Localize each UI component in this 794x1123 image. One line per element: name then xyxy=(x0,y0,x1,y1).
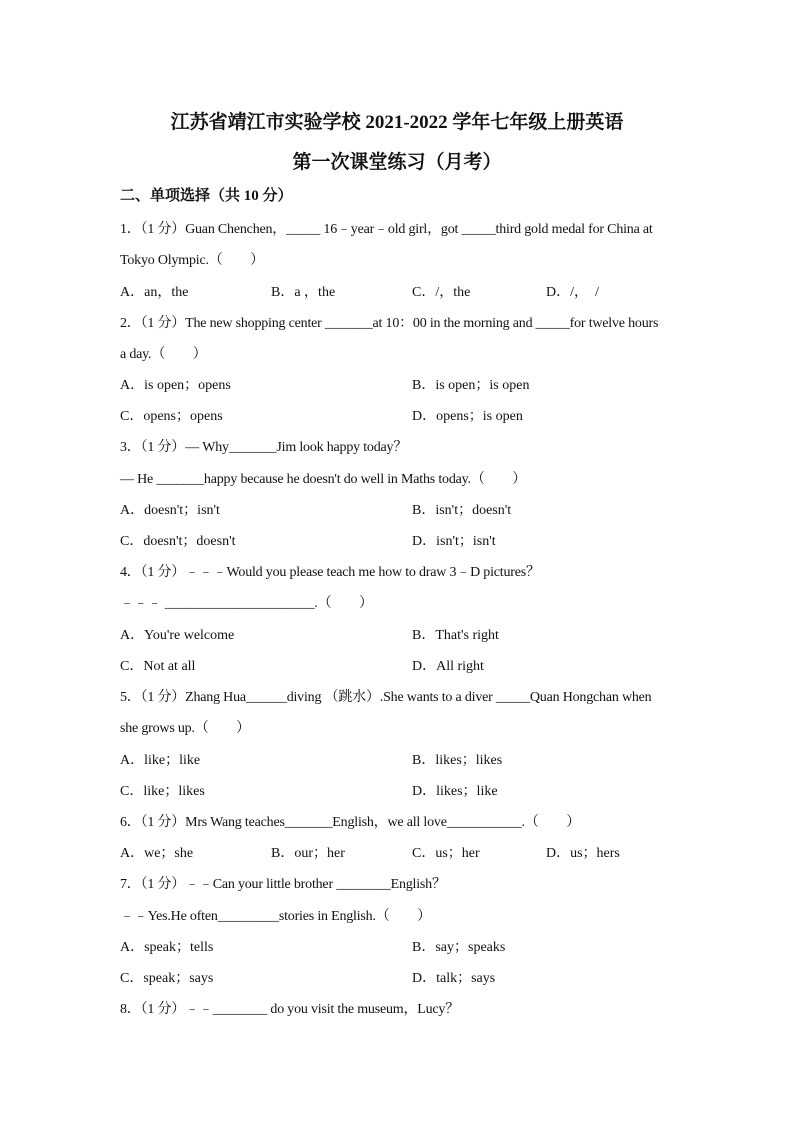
question-6-option-c[interactable]: C．us；her xyxy=(412,846,480,861)
question-5-option-a[interactable]: A．like；like xyxy=(120,753,201,768)
question-5-line-2: she grows up.（ ） xyxy=(120,721,250,736)
question-2-option-d[interactable]: D．opens；is open xyxy=(412,409,523,424)
question-4-option-b[interactable]: B．That's right xyxy=(412,628,499,643)
question-5-option-d[interactable]: D．likes；like xyxy=(412,784,498,799)
question-8-line-1: 8．（1 分）﹣﹣________ do you visit the museum，Lucy？ xyxy=(120,1002,460,1017)
question-4-option-c[interactable]: C．Not at all xyxy=(120,659,196,674)
question-6-option-a[interactable]: A．we；she xyxy=(120,846,194,861)
question-5-line-1: 5．（1 分）Zhang Hua______diving （跳水）.She wants to a diver _____Quan Hongchan when xyxy=(120,690,652,705)
question-7-option-c[interactable]: C．speak；says xyxy=(120,971,214,986)
question-4-option-d[interactable]: D．All right xyxy=(412,659,484,674)
question-1-line-1: 1．（1 分）Guan Chenchen，_____ 16﹣year﹣old girl，got _____third gold medal for China at xyxy=(120,222,653,237)
question-2-line-2: a day.（ ） xyxy=(120,347,207,362)
question-1-line-2: Tokyo Olympic.（ ） xyxy=(120,253,264,268)
question-4-option-a[interactable]: A．You're welcome xyxy=(120,628,235,643)
question-7-option-b[interactable]: B．say；speaks xyxy=(412,940,506,955)
question-1-option-d[interactable]: D．/， / xyxy=(546,285,599,300)
question-6-line-1: 6．（1 分）Mrs Wang teaches_______English，we all love___________.（ ） xyxy=(120,815,581,830)
question-4-line-2: ﹣﹣﹣ ______________________.（ ） xyxy=(120,596,373,611)
question-5-option-b[interactable]: B．likes；likes xyxy=(412,753,503,768)
question-3-option-c[interactable]: C．doesn't；doesn't xyxy=(120,534,236,549)
question-2-line-1: 2．（1 分）The new shopping center _______at 10：00 in the morning and _____for twelve hours xyxy=(120,316,659,331)
exam-title: 江苏省靖江市实验学校 2021-2022 学年七年级上册英语 xyxy=(170,112,624,133)
question-3-option-d[interactable]: D．isn't；isn't xyxy=(412,534,496,549)
exam-subtitle: 第一次课堂练习（月考） xyxy=(292,152,502,173)
question-1-option-a[interactable]: A．an，the xyxy=(120,285,189,300)
question-5-option-c[interactable]: C．like；likes xyxy=(120,784,205,799)
question-7-option-d[interactable]: D．talk；says xyxy=(412,971,496,986)
question-3-option-b[interactable]: B．isn't；doesn't xyxy=(412,503,512,518)
question-7-option-a[interactable]: A．speak；tells xyxy=(120,940,214,955)
question-7-line-2: ﹣﹣Yes.He often_________stories in English.（ ） xyxy=(120,909,431,924)
question-3-option-a[interactable]: A．doesn't；isn't xyxy=(120,503,220,518)
question-6-option-d[interactable]: D．us；hers xyxy=(546,846,620,861)
question-1-option-b[interactable]: B．a ，the xyxy=(271,285,336,300)
question-1-option-c[interactable]: C．/，the xyxy=(412,285,471,300)
question-7-line-1: 7．（1 分）﹣﹣Can your little brother ________English？ xyxy=(120,877,446,892)
question-3-line-2: — He _______happy because he doesn't do well in Maths today.（ ） xyxy=(120,472,527,487)
question-2-option-c[interactable]: C．opens；opens xyxy=(120,409,223,424)
question-3-line-1: 3．（1 分）— Why_______Jim look happy today？ xyxy=(120,440,408,455)
question-2-option-a[interactable]: A．is open；opens xyxy=(120,378,231,393)
question-2-option-b[interactable]: B．is open；is open xyxy=(412,378,530,393)
question-4-line-1: 4．（1 分）﹣﹣﹣Would you please teach me how to draw 3﹣D pictures？ xyxy=(120,565,540,580)
section-heading: 二、单项选择（共 10 分） xyxy=(120,188,293,204)
question-6-option-b[interactable]: B．our；her xyxy=(271,846,345,861)
